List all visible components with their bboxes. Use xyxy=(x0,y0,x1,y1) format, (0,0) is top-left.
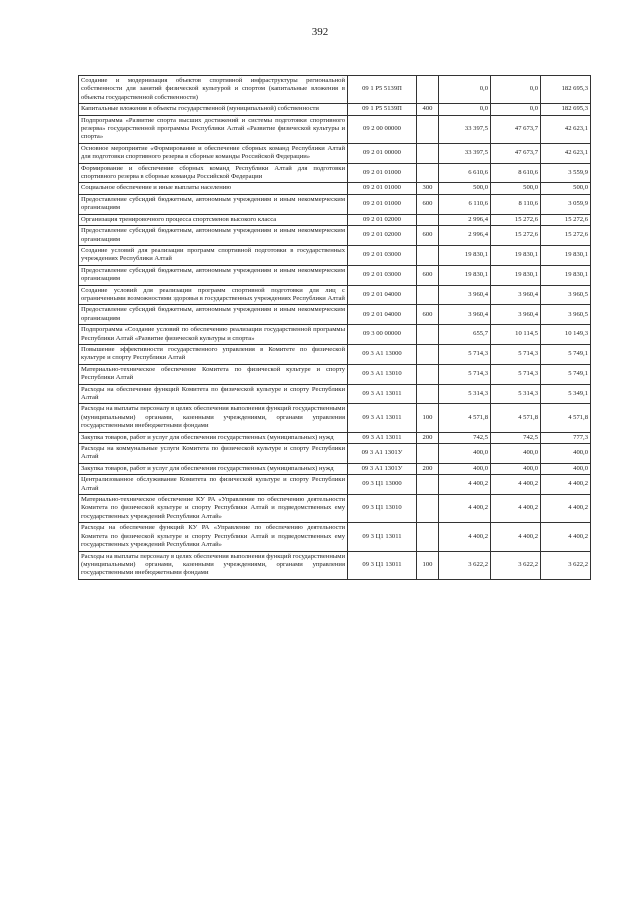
row-amount-3: 4 400,2 xyxy=(541,523,591,551)
table-row xyxy=(79,115,591,143)
row-amount-3: 42 623,1 xyxy=(541,115,591,143)
row-amount-3: 5 349,1 xyxy=(541,384,591,404)
table-row xyxy=(79,325,591,345)
row-name: Подпрограмма «Создание условий по обеспечению реализации государственной программы Республики Алтай «Развитие физической культуры и спорта» xyxy=(79,325,348,345)
table-row xyxy=(79,104,591,115)
row-code: 09 2 01 01000 xyxy=(348,183,417,194)
row-amount-1: 6 610,6 xyxy=(439,163,491,183)
row-amount-2: 400,0 xyxy=(491,444,541,464)
row-amount-3: 4 400,2 xyxy=(541,495,591,523)
row-code: 09 3 А1 13010 xyxy=(348,364,417,384)
table-row xyxy=(79,404,591,432)
row-amount-2: 10 114,5 xyxy=(491,325,541,345)
row-code: 09 3 Ц1 13010 xyxy=(348,495,417,523)
row-amount-2: 500,0 xyxy=(491,183,541,194)
row-expense-type xyxy=(417,214,439,225)
row-expense-type: 100 xyxy=(417,404,439,432)
table-row xyxy=(79,226,591,246)
row-amount-3: 42 623,1 xyxy=(541,143,591,163)
row-amount-2: 0,0 xyxy=(491,104,541,115)
row-amount-1: 4 400,2 xyxy=(439,523,491,551)
row-amount-2: 19 830,1 xyxy=(491,245,541,265)
row-code: 09 3 А1 13011 xyxy=(348,384,417,404)
row-amount-3: 3 559,9 xyxy=(541,163,591,183)
row-expense-type: 300 xyxy=(417,183,439,194)
row-code: 09 3 А1 13000 xyxy=(348,344,417,364)
row-amount-2: 3 622,2 xyxy=(491,551,541,579)
row-amount-2: 5 714,3 xyxy=(491,364,541,384)
row-amount-1: 3 960,4 xyxy=(439,285,491,305)
page-number: 392 xyxy=(311,26,329,38)
row-expense-type: 600 xyxy=(417,194,439,214)
row-amount-1: 4 400,2 xyxy=(439,495,491,523)
row-code: 09 3 А1 1301У xyxy=(348,463,417,474)
table-row xyxy=(79,183,591,194)
row-code: 09 2 01 00000 xyxy=(348,143,417,163)
row-amount-1: 33 397,5 xyxy=(439,115,491,143)
row-code: 09 2 01 01000 xyxy=(348,194,417,214)
row-name: Предоставление субсидий бюджетным, автономным учреждениям и иным некоммерческим организациям xyxy=(79,226,348,246)
row-amount-3: 19 830,1 xyxy=(541,245,591,265)
row-name: Закупка товаров, работ и услуг для обеспечения государственных (муниципальных) нужд xyxy=(79,463,348,474)
row-amount-1: 4 400,2 xyxy=(439,475,491,495)
row-amount-2: 3 960,4 xyxy=(491,285,541,305)
row-amount-2: 8 110,6 xyxy=(491,194,541,214)
row-name: Формирование и обеспечение сборных команд Республики Алтай для подготовки спортивного резерва в сборные команды Российской Федерации xyxy=(79,163,348,183)
row-expense-type: 200 xyxy=(417,432,439,443)
row-name: Предоставление субсидий бюджетным, автономным учреждениям и иным некоммерческим организациям xyxy=(79,194,348,214)
row-amount-1: 4 571,8 xyxy=(439,404,491,432)
row-code: 09 2 01 01000 xyxy=(348,163,417,183)
row-expense-type: 200 xyxy=(417,463,439,474)
table-row xyxy=(79,463,591,474)
row-name: Создание условий для реализации программ спортивной подготовки для лиц с ограниченными возможностями здоровья в государственных учреждениях Республики Алтай xyxy=(79,285,348,305)
row-name: Создание и модернизация объектов спортивной инфраструктуры региональной собственности для занятий физической культурой и спортом (капитальные вложения в объекты государственной собственности) xyxy=(79,76,348,104)
row-code: 09 3 Ц1 13011 xyxy=(348,551,417,579)
row-amount-3: 3 960,5 xyxy=(541,285,591,305)
table-row xyxy=(79,76,591,104)
table-row xyxy=(79,265,591,285)
row-amount-1: 19 830,1 xyxy=(439,245,491,265)
row-name: Капитальные вложения в объекты государственной (муниципальной) собственности xyxy=(79,104,348,115)
row-amount-2: 5 714,3 xyxy=(491,344,541,364)
row-expense-type: 400 xyxy=(417,104,439,115)
table-row xyxy=(79,523,591,551)
row-expense-type xyxy=(417,245,439,265)
row-amount-1: 0,0 xyxy=(439,104,491,115)
row-expense-type: 600 xyxy=(417,305,439,325)
row-code: 09 1 P5 5139П xyxy=(348,76,417,104)
row-amount-2: 4 400,2 xyxy=(491,523,541,551)
row-amount-3: 182 695,3 xyxy=(541,104,591,115)
row-amount-3: 4 400,2 xyxy=(541,475,591,495)
row-amount-1: 0,0 xyxy=(439,76,491,104)
row-amount-1: 655,7 xyxy=(439,325,491,345)
row-name: Предоставление субсидий бюджетным, автономным учреждениям и иным некоммерческим организациям xyxy=(79,305,348,325)
table-row xyxy=(79,305,591,325)
row-expense-type: 100 xyxy=(417,551,439,579)
row-amount-3: 500,0 xyxy=(541,183,591,194)
row-amount-3: 19 830,1 xyxy=(541,265,591,285)
row-name: Расходы на обеспечение функций КУ РА «Управление по обеспечению деятельности Комитета по физической культуре и спорту Республики Алтай и подведомственных ему государственных учреждений Республики Алтай» xyxy=(79,523,348,551)
row-name: Расходы на обеспечение функций Комитета по физической культуре и спорту Республики Алтай xyxy=(79,384,348,404)
row-name: Закупка товаров, работ и услуг для обеспечения государственных (муниципальных) нужд xyxy=(79,432,348,443)
row-code: 09 3 А1 13011 xyxy=(348,404,417,432)
row-code: 09 2 01 03000 xyxy=(348,245,417,265)
row-amount-1: 400,0 xyxy=(439,444,491,464)
row-name: Социальное обеспечение и иные выплаты населению xyxy=(79,183,348,194)
table-row xyxy=(79,364,591,384)
row-name: Материально-техническое обеспечение Комитета по физической культуре и спорту Республики Алтай xyxy=(79,364,348,384)
row-code: 09 2 00 00000 xyxy=(348,115,417,143)
row-amount-1: 6 110,6 xyxy=(439,194,491,214)
row-amount-3: 777,3 xyxy=(541,432,591,443)
row-code: 09 3 Ц1 13000 xyxy=(348,475,417,495)
row-amount-2: 4 571,8 xyxy=(491,404,541,432)
row-amount-2: 5 314,3 xyxy=(491,384,541,404)
row-amount-3: 400,0 xyxy=(541,444,591,464)
row-amount-3: 3 622,2 xyxy=(541,551,591,579)
row-amount-3: 3 960,5 xyxy=(541,305,591,325)
table-row xyxy=(79,344,591,364)
row-amount-3: 182 695,3 xyxy=(541,76,591,104)
row-amount-3: 15 272,6 xyxy=(541,226,591,246)
budget-table xyxy=(78,75,591,580)
row-amount-2: 742,5 xyxy=(491,432,541,443)
row-name: Централизованное обслуживание Комитета по физической культуре и спорту Республики Алтай xyxy=(79,475,348,495)
row-expense-type xyxy=(417,384,439,404)
row-name: Предоставление субсидий бюджетным, автономным учреждениям и иным некоммерческим организациям xyxy=(79,265,348,285)
table-row xyxy=(79,432,591,443)
row-expense-type: 600 xyxy=(417,265,439,285)
row-expense-type xyxy=(417,325,439,345)
row-amount-2: 4 400,2 xyxy=(491,475,541,495)
row-code: 09 3 00 00000 xyxy=(348,325,417,345)
row-amount-1: 3 960,4 xyxy=(439,305,491,325)
row-code: 09 2 01 02000 xyxy=(348,226,417,246)
row-amount-2: 47 673,7 xyxy=(491,143,541,163)
row-code: 09 3 А1 13011 xyxy=(348,432,417,443)
row-amount-2: 47 673,7 xyxy=(491,115,541,143)
table-row xyxy=(79,245,591,265)
row-expense-type: 600 xyxy=(417,226,439,246)
row-expense-type xyxy=(417,115,439,143)
row-name: Материально-техническое обеспечение КУ РА «Управление по обеспечению деятельности Комитета по физической культуре и спорту Республики Алтай и подведомственных ему государственных учреждений Республики Алтай» xyxy=(79,495,348,523)
row-amount-1: 33 397,5 xyxy=(439,143,491,163)
row-expense-type xyxy=(417,163,439,183)
row-amount-1: 5 314,3 xyxy=(439,384,491,404)
row-expense-type xyxy=(417,143,439,163)
row-amount-1: 2 996,4 xyxy=(439,214,491,225)
row-code: 09 2 01 03000 xyxy=(348,265,417,285)
table-row xyxy=(79,475,591,495)
row-code: 09 2 01 04000 xyxy=(348,285,417,305)
row-name: Расходы на коммунальные услуги Комитета по физической культуре и спорту Республики Алтай xyxy=(79,444,348,464)
row-name: Основное мероприятие «Формирование и обеспечение сборных команд Республики Алтай для подготовки спортивного резерва в сборные команды Российской Федерации» xyxy=(79,143,348,163)
row-expense-type xyxy=(417,475,439,495)
row-amount-3: 10 149,3 xyxy=(541,325,591,345)
row-amount-1: 5 714,3 xyxy=(439,344,491,364)
row-expense-type xyxy=(417,444,439,464)
table-row xyxy=(79,495,591,523)
row-code: 09 2 01 02000 xyxy=(348,214,417,225)
row-amount-2: 15 272,6 xyxy=(491,214,541,225)
table-row xyxy=(79,551,591,579)
budget-table-body xyxy=(79,76,591,580)
row-expense-type xyxy=(417,285,439,305)
row-amount-3: 5 749,1 xyxy=(541,344,591,364)
row-name: Расходы на выплаты персоналу в целях обеспечения выполнения функций государственными (муниципальными) органами, казенными учреждениями, органами управления государственными внебюджетными фондами xyxy=(79,404,348,432)
row-amount-2: 15 272,6 xyxy=(491,226,541,246)
row-amount-2: 4 400,2 xyxy=(491,495,541,523)
row-amount-1: 400,0 xyxy=(439,463,491,474)
row-amount-2: 8 610,6 xyxy=(491,163,541,183)
row-amount-2: 400,0 xyxy=(491,463,541,474)
row-expense-type xyxy=(417,76,439,104)
row-expense-type xyxy=(417,495,439,523)
row-amount-3: 400,0 xyxy=(541,463,591,474)
row-expense-type xyxy=(417,523,439,551)
table-row xyxy=(79,444,591,464)
row-amount-3: 15 272,6 xyxy=(541,214,591,225)
row-amount-3: 4 571,8 xyxy=(541,404,591,432)
row-name: Повышение эффективности государственного управления в Комитете по физической культуре и спорту Республики Алтай xyxy=(79,344,348,364)
row-code: 09 2 01 04000 xyxy=(348,305,417,325)
row-amount-1: 2 996,4 xyxy=(439,226,491,246)
row-code: 09 3 А1 1301У xyxy=(348,444,417,464)
table-row xyxy=(79,163,591,183)
row-amount-1: 3 622,2 xyxy=(439,551,491,579)
table-row xyxy=(79,194,591,214)
row-amount-3: 5 749,1 xyxy=(541,364,591,384)
row-amount-1: 742,5 xyxy=(439,432,491,443)
row-amount-3: 3 059,9 xyxy=(541,194,591,214)
table-row xyxy=(79,143,591,163)
row-amount-1: 5 714,3 xyxy=(439,364,491,384)
table-row xyxy=(79,384,591,404)
row-name: Подпрограмма «Развитие спорта высших достижений и системы подготовки спортивного резерва» государственной программы Республики Алтай «Развитие физической культуры и спорта» xyxy=(79,115,348,143)
row-name: Расходы на выплаты персоналу в целях обеспечения выполнения функций государственными (муниципальными) органами, казенными учреждениями, органами управления государственными внебюджетными фондами xyxy=(79,551,348,579)
row-expense-type xyxy=(417,364,439,384)
row-amount-2: 3 960,4 xyxy=(491,305,541,325)
row-amount-2: 19 830,1 xyxy=(491,265,541,285)
row-name: Организация тренировочного процесса спортсменов высокого класса xyxy=(79,214,348,225)
row-name: Создание условий для реализации программ спортивной подготовки в государственных учреждениях Республики Алтай xyxy=(79,245,348,265)
row-amount-1: 500,0 xyxy=(439,183,491,194)
row-amount-1: 19 830,1 xyxy=(439,265,491,285)
row-expense-type xyxy=(417,344,439,364)
table-row xyxy=(79,214,591,225)
row-amount-2: 0,0 xyxy=(491,76,541,104)
row-code: 09 3 Ц1 13011 xyxy=(348,523,417,551)
row-code: 09 1 P5 5139П xyxy=(348,104,417,115)
table-row xyxy=(79,285,591,305)
